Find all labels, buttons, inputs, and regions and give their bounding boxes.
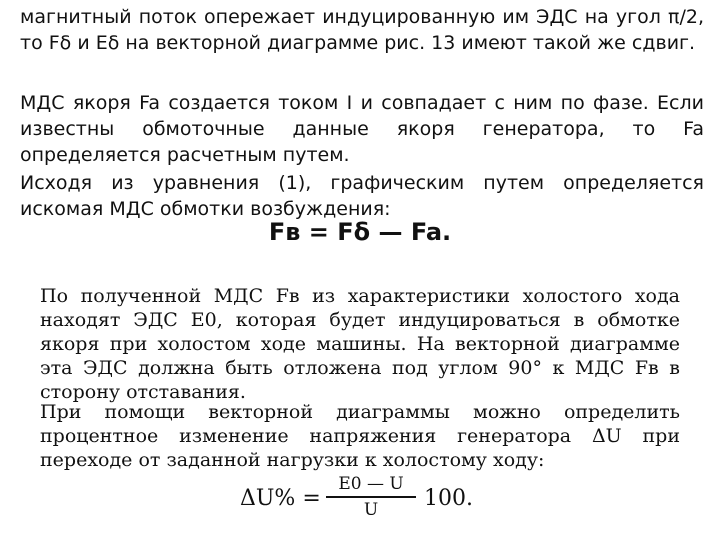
formula-voltage-change — [240, 474, 540, 530]
fraction-bar — [326, 496, 416, 498]
formula-fraction — [326, 474, 416, 520]
paragraph-no-load-emf: По полученной МДС Fв из характеристики холостого хода находят ЭДС E0, которая будет индуцироваться в обмотке якоря при холостом ходе машины. На векторной диаграмме эта ЭДС должна быть отложена под углом 90° к МДС Fв в сторону отставания. — [40, 285, 680, 403]
paragraph-field-mmf: Исходя из уравнения (1), графическим путем определяется искомая МДС обмотки возбуждения: — [20, 172, 704, 220]
paragraph-voltage-change: При помощи векторной диаграммы можно определить процентное изменение напряжения генератора ΔU при переходе от заданной нагрузки к холостому ходу: — [40, 401, 680, 471]
formula-rhs: 100. — [424, 486, 473, 511]
formula-numerator: E0 — U — [338, 474, 404, 494]
formula-lhs: ΔU% = — [240, 486, 321, 511]
formula-field-mmf: Fв = Fδ — Fa. — [268, 218, 452, 246]
paragraph-flux-phase: магнитный поток опережает индуцированную им ЭДС на угол π/2, то Fδ и Eδ на векторной диаграмме рис. 13 имеют такой же сдвиг. — [20, 6, 704, 54]
formula-denominator: U — [363, 500, 379, 520]
paragraph-armature-mmf: МДС якоря Fa создается током I и совпадает с ним по фазе. Если известны обмоточные данные якоря генератора, то Fa определяется расчетным путем. — [20, 92, 704, 166]
